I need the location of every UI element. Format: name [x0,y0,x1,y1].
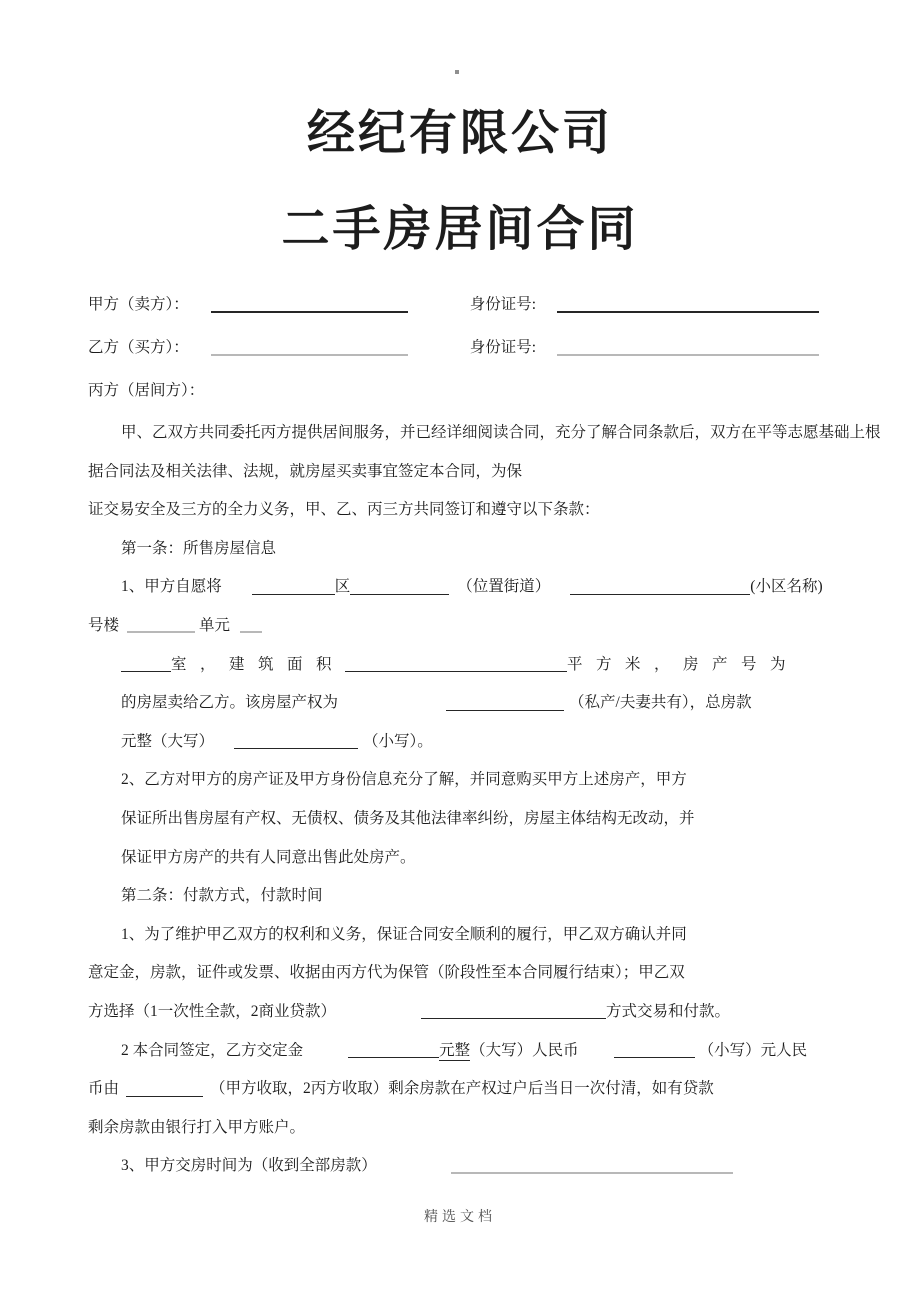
text-run: 平方米，房产号为 [567,655,800,673]
text-run: 意定金，房款，证件或发票、收据由丙方代为保管（阶段性至本合同履行结束）；甲乙双 [88,964,685,982]
body-line [0,1147,920,1186]
blank-field[interactable] [421,1017,606,1019]
party-row [0,326,920,369]
text-run: 方选择（1一次性全款，2商业贷款） [88,1002,337,1020]
spacer [119,1092,126,1093]
text-run: （私产/夫妻共有），总房款 [569,694,752,712]
text-run: 剩余房款由银行打入甲方账户。 [88,1118,306,1136]
blank-field[interactable] [446,709,564,711]
spacer [408,308,470,309]
text-run: 3、甲方交房时间为（收到全部房款） [121,1157,377,1175]
spacer [536,351,557,352]
body-line [0,954,920,993]
body-line [0,646,920,685]
spacer [408,351,470,352]
text-run: 第二条：付款方式，付款时间 [121,887,323,905]
blank-field[interactable] [234,747,358,749]
body-line [0,684,920,723]
text-run: 1、为了维护甲乙双方的权利和义务，保证合同安全顺利的履行，甲乙双方确认并同 [121,925,687,943]
text-run: 第一条：所售房屋信息 [121,539,277,557]
body-line [0,530,920,569]
spacer [230,629,240,630]
body-line [0,491,920,530]
footer-label: 精选文档 [424,1210,496,1225]
spacer [203,1092,210,1093]
text-run: 号楼 [88,616,120,634]
body-line [0,414,920,453]
spacer [377,1169,451,1170]
text-run: （甲方收取，2丙方收取）剩余房款在产权过户后当日一次付清，如有贷款 [210,1080,714,1098]
text-run: 室，建筑面积 [171,655,346,673]
document-title-contract: 二手房居间合同 [281,203,639,256]
document-title-company: 经纪有限公司 [306,107,613,160]
text-run: 乙方（买方）： [88,339,189,356]
text-run: 身份证号: [469,339,537,356]
text-run: 元整（大写） [121,732,215,750]
text-run: 甲方（卖方）： [88,296,189,313]
body-line [0,1070,920,1109]
blank-field[interactable] [345,670,567,672]
blank-field[interactable] [348,1056,439,1058]
text-run: 1、甲方自愿将 [121,578,222,596]
spacer [214,745,234,746]
blank-field[interactable] [121,670,171,672]
body-line [0,568,920,607]
spacer [189,308,211,309]
blank-field[interactable] [126,1095,203,1097]
text-run: 2 本合同签定，乙方交定金 [121,1041,304,1059]
text-run: 身份证号: [469,296,537,313]
spacer [303,1054,348,1055]
text-run: 方式交易和付款。 [606,1002,731,1020]
blank-field[interactable] [451,1171,733,1174]
body-line [0,993,920,1032]
text-run: 证交易安全及三方的全力义务，甲、乙、丙三方共同签订和遵守以下条款： [88,501,600,519]
blank-field[interactable] [350,593,449,595]
spacer [338,706,446,707]
blank-field[interactable] [240,630,262,633]
spacer [550,590,570,591]
spacer [579,1054,614,1055]
body-line [0,800,920,839]
text-run: （小写）。 [363,732,433,750]
body-line [0,1109,920,1148]
text-run: （小写）元人民 [698,1041,808,1059]
spacer [189,351,211,352]
spacer [119,629,127,630]
text-run: 保证甲方房产的共有人同意出售此处房产。 [121,848,416,866]
spacer [536,308,557,309]
body-line [0,607,920,646]
body-line [0,1032,920,1071]
party-row [0,283,920,326]
body-line [0,453,920,492]
blank-field[interactable] [557,353,819,356]
text-run: 的房屋卖给乙方。该房屋产权为 [121,694,339,712]
parties-section [0,283,920,412]
spacer [336,1015,421,1016]
stray-dot [455,70,459,74]
blank-field[interactable] [211,310,408,313]
blank-field[interactable] [252,593,335,595]
blank-field[interactable] [570,593,750,595]
blank-field[interactable] [557,310,819,313]
party-row [0,369,920,412]
body-line [0,723,920,762]
body-line [0,761,920,800]
text-run: 据合同法及相关法律、法规，就房屋买卖事宜签定本合同，为保 [88,462,523,480]
blank-field[interactable] [211,353,408,356]
text-run: 甲、乙双方共同委托丙方提供居间服务，并已经详细阅读合同，充分了解合同条款后，双方在平等志愿基础上根 [121,424,881,441]
text-run: 币由 [88,1080,120,1098]
text-run: 丙方（居间方）： [88,382,205,399]
spacer [222,590,252,591]
text-run: 区 [334,578,351,596]
text-run: (小区名称) [750,578,823,596]
text-run: （大写）人民币 [470,1041,579,1059]
blank-field[interactable] [614,1056,695,1058]
text-run: 保证所出售房屋有产权、无债权、债务及其他法律率纠纷，房屋主体结构无改动，并 [121,809,695,827]
contract-body [0,414,920,1186]
body-line [0,877,920,916]
body-line [0,916,920,955]
underlined-text-run: 元整 [439,1041,471,1059]
text-run: 2、乙方对甲方的房产证及甲方身份信息充分了解，并同意购买甲方上述房产，甲方 [121,771,687,789]
text-run: 单元 [199,616,231,634]
blank-field[interactable] [127,630,195,633]
body-line [0,839,920,878]
text-run: （位置街道） [457,578,551,596]
